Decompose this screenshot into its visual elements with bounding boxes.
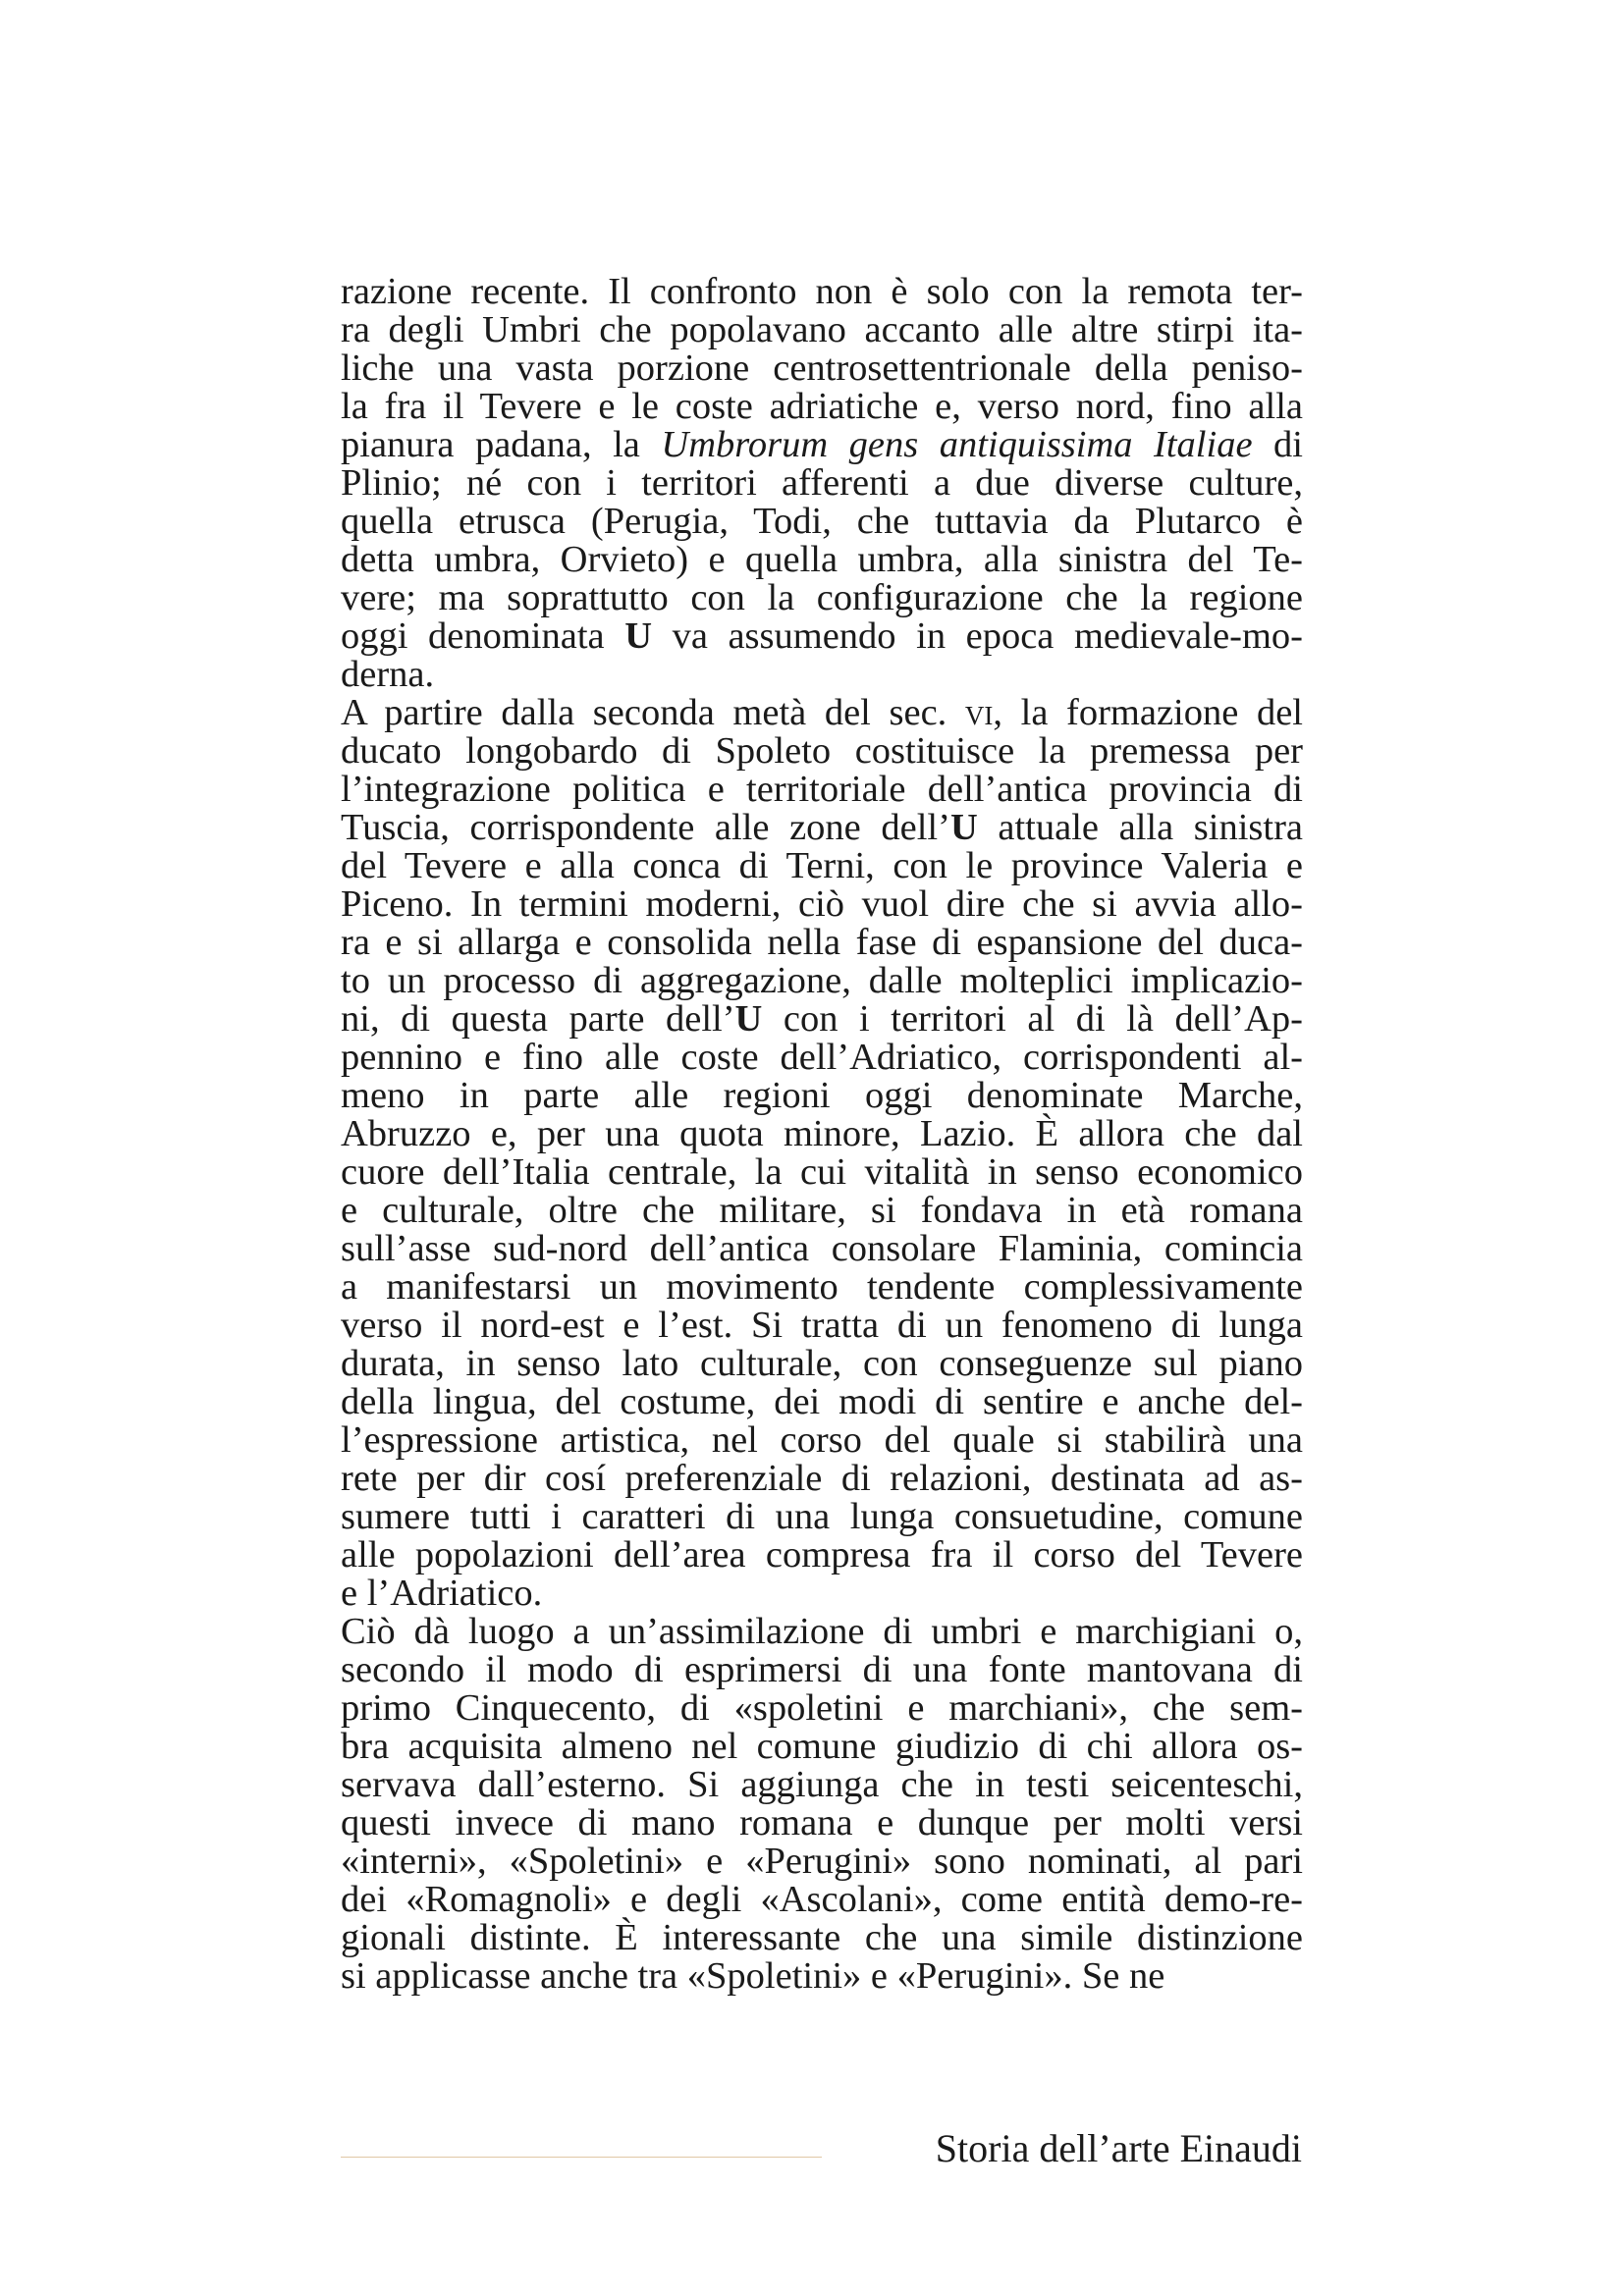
- text-segment: della lingua, del costume, dei modi di sentire e anche del-: [341, 1381, 1303, 1422]
- text-line: [341, 1766, 1303, 1804]
- text-line: [341, 962, 1303, 1000]
- text-segment: sull’asse sud-nord dell’antica consolare Flaminia, comincia: [341, 1228, 1303, 1269]
- paragraph: [341, 1613, 1303, 1996]
- text-segment: a manifestarsi un movimento tendente complessivamente: [341, 1266, 1303, 1308]
- text-segment: pennino e fino alle coste dell’Adriatico, corrispondenti al-: [341, 1037, 1303, 1078]
- text-line: [341, 694, 1303, 732]
- text-segment: e l’Adriatico.: [341, 1573, 543, 1614]
- text-segment: con i territori al di là dell’Ap-: [762, 998, 1303, 1040]
- text-line: [341, 924, 1303, 962]
- text-line: [341, 503, 1303, 541]
- text-segment: del Tevere e alla conca di Terni, con le province Valeria e: [341, 845, 1303, 886]
- text-segment: l’espressione artistica, nel corso del quale si stabilirà una: [341, 1419, 1303, 1461]
- text-line: [341, 885, 1303, 924]
- text-segment: ducato longobardo di Spoleto costituisce la premessa per: [341, 730, 1303, 772]
- bold-text: U: [624, 615, 652, 657]
- text-segment: e culturale, oltre che militare, si fondava in età romana: [341, 1190, 1303, 1231]
- text-line: [341, 1728, 1303, 1766]
- text-segment: razione recente. Il confronto non è solo con la remota ter-: [341, 271, 1303, 312]
- text-segment: verso il nord-est e l’est. Si tratta di un fenomeno di lunga: [341, 1305, 1303, 1346]
- paragraph: [341, 694, 1303, 1613]
- text-segment: derna.: [341, 654, 435, 695]
- text-line: [341, 1000, 1303, 1039]
- text-segment: gionali distinte. È interessante che una simile distinzione: [341, 1917, 1303, 1958]
- text-segment: Ciò dà luogo a un’assimilazione di umbri e marchigiani o,: [341, 1611, 1303, 1652]
- text-segment: quella etrusca (Perugia, Todi, che tuttavia da Plutarco è: [341, 501, 1303, 542]
- text-segment: sumere tutti i caratteri di una lunga consuetudine, comune: [341, 1496, 1303, 1537]
- text-line: [341, 1613, 1303, 1651]
- text-segment: dei «Romagnoli» e degli «Ascolani», come entità demo-re-: [341, 1879, 1303, 1920]
- text-segment: , la formazione del: [993, 692, 1303, 733]
- text-segment: l’integrazione politica e territoriale dell’antica provincia di: [341, 769, 1303, 810]
- text-segment: Abruzzo e, per una quota minore, Lazio. È allora che dal: [341, 1113, 1303, 1154]
- text-segment: rete per dir cosí preferenziale di relazioni, destinata ad as-: [341, 1458, 1303, 1499]
- text-line: [341, 1881, 1303, 1919]
- text-segment: alle popolazioni dell’area compresa fra il corso del Tevere: [341, 1534, 1303, 1575]
- text-segment: vere; ma soprattutto con la configurazione che la regione: [341, 577, 1303, 618]
- text-line: [341, 273, 1303, 311]
- text-line: [341, 1192, 1303, 1230]
- text-line: [341, 1651, 1303, 1689]
- text-line: [341, 1077, 1303, 1115]
- text-segment: Plinio; né con i territori afferenti a due diverse culture,: [341, 462, 1303, 504]
- text-segment: va assumendo in epoca medievale-mo-: [652, 615, 1303, 657]
- text-line: [341, 1575, 1303, 1613]
- text-line: [341, 1268, 1303, 1307]
- text-segment: questi invece di mano romana e dunque per molti versi: [341, 1802, 1303, 1843]
- text-segment: ra e si allarga e consolida nella fase di espansione del duca-: [341, 922, 1303, 963]
- text-line: [341, 1115, 1303, 1153]
- text-segment: detta umbra, Orvieto) e quella umbra, alla sinistra del Te-: [341, 539, 1303, 580]
- text-line: [341, 1421, 1303, 1460]
- small-caps-text: vi: [964, 692, 994, 733]
- text-segment: «interni», «Spoletini» e «Perugini» sono nominati, al pari: [341, 1841, 1303, 1882]
- text-line: [341, 311, 1303, 349]
- text-line: [341, 1039, 1303, 1077]
- text-line: [341, 1689, 1303, 1728]
- bold-text: U: [734, 998, 763, 1040]
- text-segment: durata, in senso lato culturale, con conseguenze sul piano: [341, 1343, 1303, 1384]
- bold-text: U: [949, 807, 978, 848]
- text-line: [341, 732, 1303, 771]
- text-line: [341, 847, 1303, 885]
- text-line: [341, 771, 1303, 809]
- text-line: [341, 1153, 1303, 1192]
- text-segment: primo Cinquecento, di «spoletini e marchiani», che sem-: [341, 1687, 1303, 1729]
- text-line: [341, 388, 1303, 426]
- text-segment: secondo il modo di esprimersi di una fonte mantovana di: [341, 1649, 1303, 1690]
- text-segment: to un processo di aggregazione, dalle molteplici implicazio-: [341, 960, 1303, 1001]
- text-line: [341, 1460, 1303, 1498]
- text-segment: Piceno. In termini moderni, ciò vuol dire che si avvia allo-: [341, 883, 1303, 925]
- text-segment: liche una vasta porzione centrosettentrionale della peniso-: [341, 347, 1303, 389]
- text-line: [341, 656, 1303, 694]
- text-segment: oggi denominata: [341, 615, 625, 657]
- text-line: [341, 1957, 1303, 1996]
- text-line: [341, 1307, 1303, 1345]
- text-line: [341, 1383, 1303, 1421]
- text-segment: meno in parte alle regioni oggi denominate Marche,: [341, 1075, 1303, 1116]
- text-line: [341, 1804, 1303, 1842]
- text-line: [341, 1536, 1303, 1575]
- text-line: [341, 617, 1303, 656]
- italic-text: Umbrorum gens antiquissima Italiae: [661, 424, 1253, 465]
- body-text: [341, 273, 1303, 1996]
- text-line: [341, 464, 1303, 503]
- text-segment: la fra il Tevere e le coste adriatiche e, verso nord, fino alla: [341, 386, 1303, 427]
- text-line: [341, 809, 1303, 847]
- text-segment: attuale alla sinistra: [977, 807, 1304, 848]
- footer-title: Storia dell’arte Einaudi: [935, 2126, 1302, 2170]
- text-segment: ra degli Umbri che popolavano accanto alle altre stirpi ita-: [341, 309, 1303, 350]
- text-segment: si applicasse anche tra «Spoletini» e «Perugini». Se ne: [341, 1955, 1165, 1997]
- footer-rule: [341, 2157, 822, 2158]
- text-segment: di: [1252, 424, 1304, 465]
- text-line: [341, 579, 1303, 617]
- text-line: [341, 1498, 1303, 1536]
- text-segment: pianura padana, la: [341, 424, 662, 465]
- text-segment: cuore dell’Italia centrale, la cui vitalità in senso economico: [341, 1151, 1303, 1193]
- text-line: [341, 349, 1303, 388]
- text-line: [341, 426, 1303, 464]
- text-line: [341, 1345, 1303, 1383]
- text-segment: servava dall’esterno. Si aggiunga che in testi seicenteschi,: [341, 1764, 1303, 1805]
- text-segment: Tuscia, corrispondente alle zone dell’: [341, 807, 950, 848]
- text-line: [341, 1842, 1303, 1881]
- text-line: [341, 1230, 1303, 1268]
- text-segment: A partire dalla seconda metà del sec.: [341, 692, 965, 733]
- text-line: [341, 541, 1303, 579]
- text-segment: bra acquisita almeno nel comune giudizio di chi allora os-: [341, 1726, 1303, 1767]
- paragraph: [341, 273, 1303, 694]
- text-line: [341, 1919, 1303, 1957]
- text-segment: ni, di questa parte dell’: [341, 998, 735, 1040]
